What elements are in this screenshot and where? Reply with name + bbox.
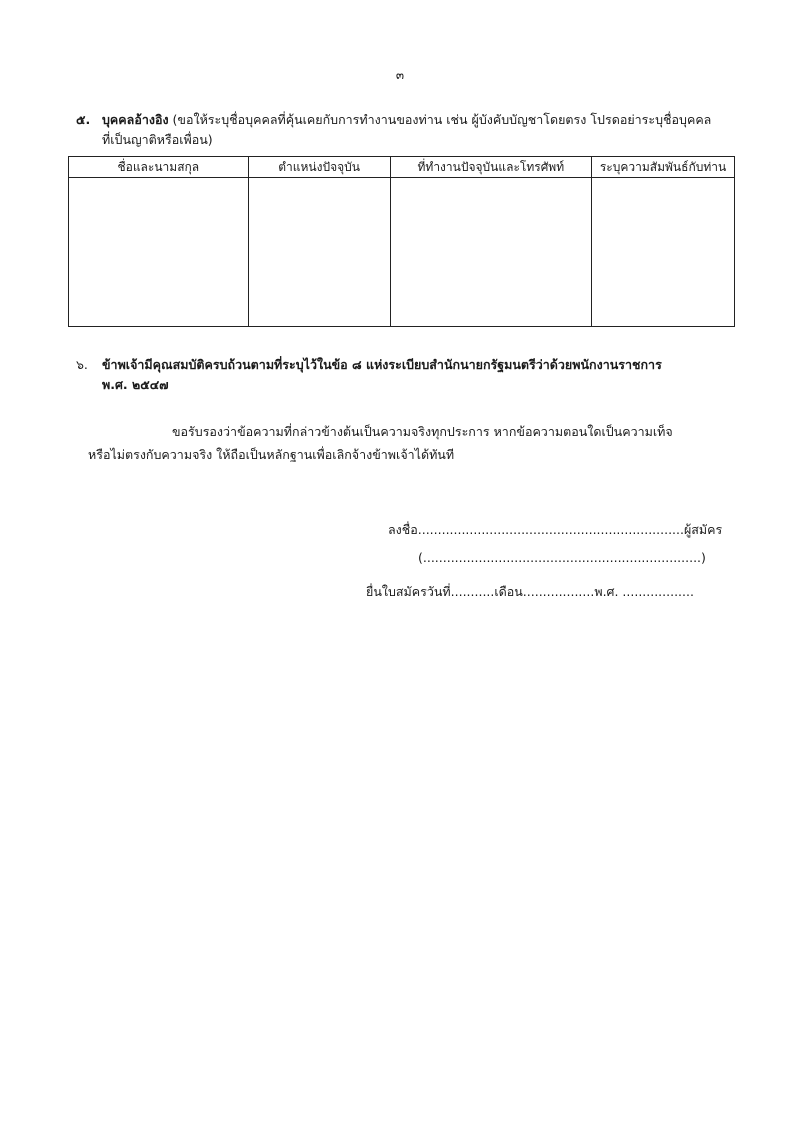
column-header-relationship: ระบุความสัมพันธ์กับท่าน	[592, 157, 735, 178]
page-number: ๓	[395, 68, 405, 82]
section-text: ข้าพเจ้ามีคุณสมบัติครบถ้วนตามที่ระบุไว้ในข้อ ๘ แห่งระเบียบสำนักนายกรัฐมนตรีว่าด้วยพนักงานราชการ	[102, 357, 662, 372]
cell-relationship[interactable]	[592, 178, 735, 327]
certification-statement	[88, 420, 748, 466]
section-title: บุคคลอ้างอิง	[102, 112, 169, 127]
certification-line2: หรือไม่ตรงกับความจริง ให้ถือเป็นหลักฐานเพื่อเลิกจ้างข้าพเจ้าได้ทันที	[88, 447, 455, 462]
column-header-workplace-phone: ที่ทำงานปัจจุบันและโทรศัพท์	[390, 157, 591, 178]
section-references	[76, 110, 756, 150]
printed-name-line[interactable]: (......................................................................)	[418, 550, 706, 565]
cell-name[interactable]	[69, 178, 249, 327]
section-description: (ขอให้ระบุชื่อบุคคลที่คุ้นเคยกับการทำงานของท่าน เช่น ผู้บังคับบัญชาโดยตรง โปรดอย่าระบุชื่อบุคคล	[168, 112, 712, 127]
submission-date-line[interactable]: ยื่นใบสมัครวันที่...........เดือน..................พ.ศ. ..................	[366, 584, 694, 599]
section-qualifications	[76, 355, 756, 395]
section-qualifications-line2: พ.ศ. ๒๕๔๗	[102, 377, 169, 392]
cell-workplace-phone[interactable]	[390, 178, 591, 327]
column-header-position: ตำแหน่งปัจจุบัน	[248, 157, 390, 178]
references-table	[68, 156, 735, 327]
certification-line1: ขอรับรองว่าข้อความที่กล่าวข้างต้นเป็นความจริงทุกประการ หากข้อความตอนใดเป็นความเท็จ	[172, 424, 673, 439]
cell-position[interactable]	[248, 178, 390, 327]
section-qualifications-line1	[76, 355, 756, 375]
table-row	[69, 178, 735, 327]
column-header-name: ชื่อและนามสกุล	[69, 157, 249, 178]
table-header-row	[69, 157, 735, 178]
section-references-heading	[76, 110, 756, 130]
section-description-continued: ที่เป็นญาติหรือเพื่อน)	[102, 132, 213, 147]
section-number: ๖.	[76, 357, 88, 372]
section-number: ๕.	[76, 112, 91, 127]
signature-line[interactable]: ลงชื่อ...................................................................ผู้สมัคร	[388, 522, 723, 537]
